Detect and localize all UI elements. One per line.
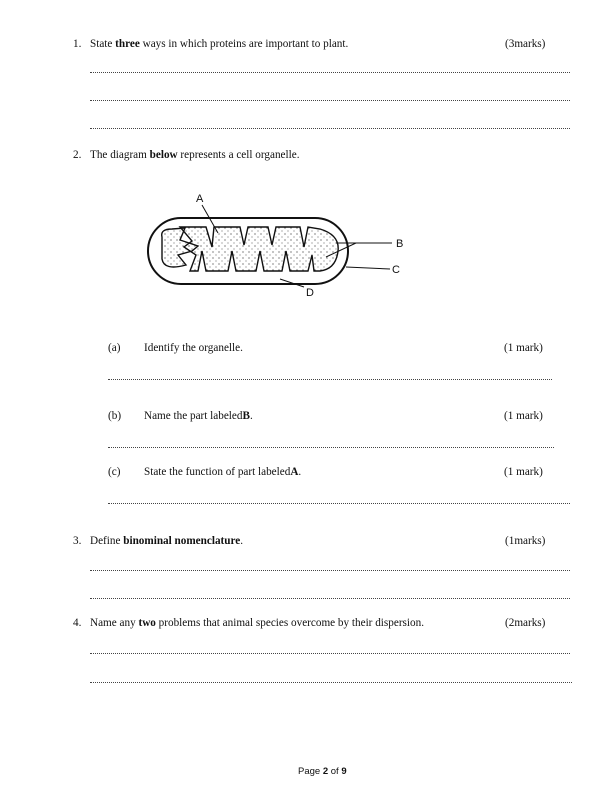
- label-c: C: [392, 264, 400, 276]
- question-text: Name any two problems that animal species overcome by their dispersion.: [90, 617, 424, 629]
- marks-label: (3marks): [505, 38, 546, 50]
- marks-label: (1 mark): [504, 466, 543, 478]
- subquestion-label: (c): [108, 466, 121, 478]
- subquestion-text: Name the part labeledB.: [144, 410, 253, 422]
- question-number: 2.: [73, 149, 82, 161]
- marks-label: (2marks): [505, 617, 546, 629]
- answer-line[interactable]: [108, 503, 570, 504]
- answer-line[interactable]: [90, 598, 570, 599]
- subquestion-text: State the function of part labeledA.: [144, 466, 302, 478]
- label-d: D: [306, 287, 314, 299]
- question-text: The diagram below represents a cell organelle.: [90, 149, 300, 161]
- answer-line[interactable]: [108, 447, 554, 448]
- answer-line[interactable]: [90, 682, 572, 683]
- page-number: Page 2 of 9: [298, 766, 347, 777]
- label-a: A: [196, 193, 204, 205]
- question-text: State three ways in which proteins are important to plant.: [90, 38, 349, 50]
- question-number: 3.: [73, 535, 82, 547]
- question-number: 4.: [73, 617, 82, 629]
- label-b: B: [396, 238, 404, 250]
- question-text: Define binominal nomenclature.: [90, 535, 244, 547]
- answer-line[interactable]: [90, 100, 570, 101]
- mitochondrion-diagram: [140, 185, 420, 305]
- subquestion-text: Identify the organelle.: [144, 342, 243, 354]
- subquestion-label: (a): [108, 342, 121, 354]
- marks-label: (1 mark): [504, 342, 543, 354]
- answer-line[interactable]: [90, 570, 570, 571]
- subquestion-label: (b): [108, 410, 122, 422]
- marks-label: (1marks): [505, 535, 546, 547]
- answer-line[interactable]: [108, 379, 552, 380]
- marks-label: (1 mark): [504, 410, 543, 422]
- answer-line[interactable]: [90, 653, 570, 654]
- question-number: 1.: [73, 38, 82, 50]
- answer-line[interactable]: [90, 128, 570, 129]
- answer-line[interactable]: [90, 72, 570, 73]
